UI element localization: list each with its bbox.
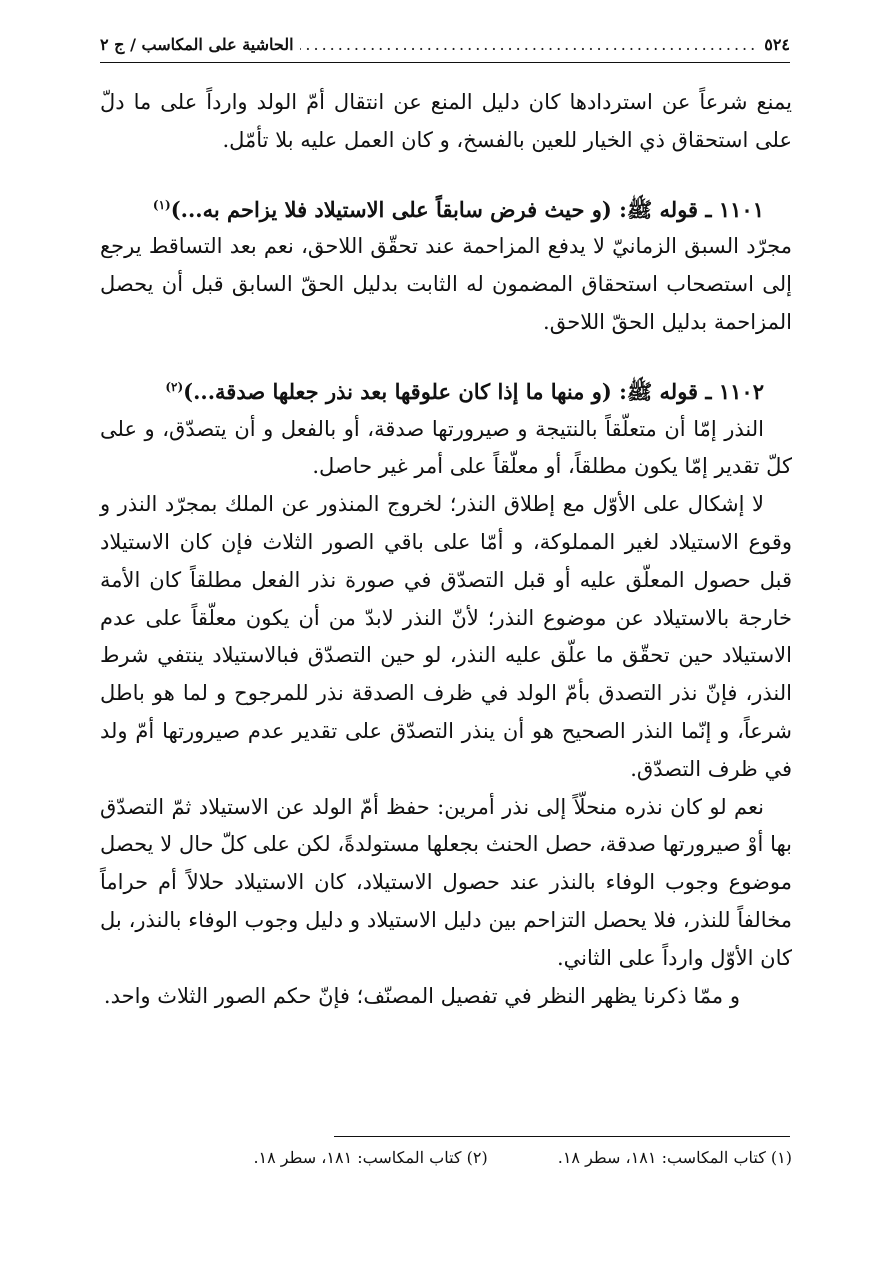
- section-heading-text: ١١٠١ ـ قوله ﷺ: (و حيث فرض سابقاً على الاستيلاد فلا يزاحم به...): [170, 196, 764, 222]
- page-number: ٥٢٤: [764, 34, 790, 54]
- running-title: الحاشية على المكاسب / ج ٢: [100, 34, 294, 54]
- paragraph: لا إشكال على الأوّل مع إطلاق النذر؛ لخروج المنذور عن الملك بمجرّد النذر و وقوع الاستيلاد لغير المملوكة، و أمّا على باقي الصور الثلاث فإن كان الاستيلاد قبل حصول المعلّق عليه أو قبل التصدّق في صورة نذر الفعل مطلقاً كان الأمة خارجة بالاستيلاد عن موضوع النذر؛ لأنّ النذر لابدّ من أن يكون معلّقاً على عدم الاستيلاد حين تحقّق ما علّق عليه النذر، لو حين التصدّق فبالاستيلاد ينتفي شرط النذر، فإنّ نذر التصدق بأمّ الولد في ظرف الصدقة نذر للمرجوح و لما هو باطل شرعاً، و إنّما النذر الصحيح هو أن ينذر التصدّق على تقدير عدم صيرورتها أمّ ولد في ظرف التصدّق.: [100, 492, 792, 781]
- footnotes: [100, 1148, 792, 1167]
- main-text: [100, 84, 792, 1015]
- section-heading-text: ١١٠٢ ـ قوله ﷺ: (و منها ما إذا كان علوقها بعد نذر جعلها صدقة...): [183, 378, 764, 404]
- paragraph: نعم لو كان نذره منحلّاً إلى نذر أمرين: حفظ أمّ الولد عن الاستيلاد ثمّ التصدّق بها أوْ صيرورتها صدقة، حصل الحنث بجعلها مستولدةً، لكن على كلّ حال لا يحصل موضوع وجوب الوفاء بالنذر عند حصول الاستيلاد، كان الاستيلاد حلالاً أم حراماً مخالفاً للنذر، فلا يحصل التزاحم بين دليل الاستيلاد و دليل وجوب الوفاء بالنذر، بل كان الأوّل وارداً على الثاني.: [100, 794, 792, 970]
- paragraph: يمنع شرعاً عن استردادها كان دليل المنع عن انتقال أمّ الولد وارداً على ما دلّ على استحقاق ذي الخيار للعين بالفسخ، و كان العمل عليه بلا تأمّل.: [100, 90, 792, 152]
- section-heading: [100, 373, 792, 411]
- paragraph: مجرّد السبق الزمانيّ لا يدفع المزاحمة عند تحقّق اللاحق، نعم بعد التساقط يرجع إلى استصحاب استحقاق المضمون له الثابت بدليل الحقّ السابق قبل أن يحصل المزاحمة بدليل الحقّ اللاحق.: [100, 234, 792, 334]
- paragraph: النذر إمّا أن متعلّقاً بالنتيجة و صيرورتها صدقة، أو بالفعل و أن يتصدّق، و على كلّ تقدير إمّا يكون مطلقاً، أو معلّقاً على أمر غير حاصل.: [100, 416, 792, 479]
- footnote: (٢) كتاب المكاسب: ١٨١، سطر ١٨.: [253, 1148, 488, 1167]
- footnote: (١) كتاب المكاسب: ١٨١، سطر ١٨.: [557, 1148, 792, 1167]
- page-header: [100, 26, 790, 63]
- section-heading: [100, 191, 792, 229]
- footnote-ref: (٢): [165, 379, 184, 394]
- dot-leader: [300, 35, 759, 54]
- footnote-divider: [334, 1136, 790, 1137]
- paragraph: و ممّا ذكرنا يظهر النظر في تفصيل المصنّف؛ فإنّ حكم الصور الثلاث واحد.: [103, 983, 740, 1008]
- footnote-ref: (١): [152, 197, 171, 212]
